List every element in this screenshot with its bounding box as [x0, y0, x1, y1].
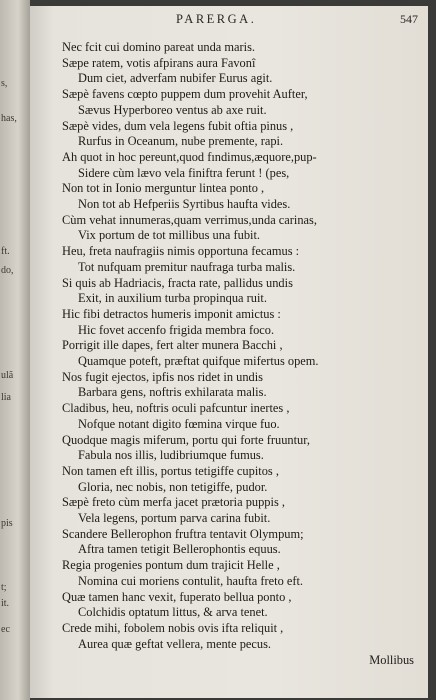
verse-line: Vix portum de tot millibus una fubit. [78, 228, 261, 243]
verse-line: Nec fcit cui domino pareat unda maris. [62, 40, 256, 54]
verse-line: Si quis ab Hadriacis, fracta rate, pallidus undis [62, 275, 293, 290]
verse-line: Sæpe ratem, votis afpirans aura Favonî [62, 55, 256, 70]
verse-line: Hic fovet accenfo frigida membra foco. [78, 322, 275, 337]
verse-line: Dum ciet, adverfam nubifer Eurus agit. [78, 71, 273, 86]
verse-line: Ah quot in hoc pereunt,quod fındimus,æquore,pup- [62, 149, 317, 164]
verse-line: Porrigit ille dapes, fert alter munera Bacchi , [62, 338, 283, 353]
book-page [30, 6, 428, 698]
catchword: Mollibus [369, 653, 414, 668]
verse-line: Sidere cùm lævo vela finiftra ferunt ! (pes, [78, 165, 290, 180]
verse-line: Quæ tamen hanc vexit, fuperato bellua ponto , [62, 589, 292, 604]
running-head: PARERGA. [176, 12, 257, 26]
page-number: 547 [400, 12, 418, 26]
verse-line: Vela legens, portum parva carina fubit. [78, 511, 271, 525]
verse-line: Cladibus, heu, noftris oculi pafcuntur inertes , [62, 401, 290, 416]
verse-line: Nomina cui moriens contulit, haufta freto eft. [78, 573, 304, 588]
facing-page-fragment: pis [1, 518, 13, 529]
verse-line: Sæpè vides, dum vela legens fubit oftia pinus , [62, 118, 294, 133]
verse-line: Fabula nos illis, ludibriumque fumus. [78, 448, 264, 463]
verse-line: Heu, freta naufragiis nimis opportuna fecamus : [62, 244, 300, 259]
facing-page-fragment: do, [1, 265, 14, 276]
verse-line: Rurfus in Oceanum, nube premente, rapi. [78, 134, 284, 149]
verse-line: Regia progenies pontum dum trajicit Helle , [62, 558, 280, 573]
verse-line: Hic fibi detractos humeris imponit amictus : [62, 306, 281, 321]
verse-line: Non tot ab Hefperiis Syrtibus haufta vides. [78, 197, 291, 211]
verse-line: Non tamen eft illis, portus tetigiffe cupitos , [62, 463, 279, 478]
verse-line: Aftra tamen tetigit Bellerophontis equus. [78, 542, 281, 557]
verse-line: Non tot in Ionio merguntur lintea ponto , [62, 181, 265, 196]
verse-line: Nofque notant digito fœmina virque fuo. [78, 416, 280, 431]
facing-page-fragment: ft. [1, 246, 10, 257]
page-header [30, 12, 428, 30]
verse-line: Sævus Hyperboreo ventus ab axe ruit. [78, 102, 267, 117]
facing-page-fragment: ulã [1, 370, 14, 381]
facing-page-edge [0, 0, 30, 700]
verse-line: Tot nufquam premitur naufraga turba malis. [78, 259, 296, 274]
facing-page-fragment: it. [1, 598, 10, 609]
verse-line: Quodque magis miferum, portu qui forte fruuntur, [62, 432, 310, 447]
verse-line: Nos fugit ejectos, ipfis nos ridet in undis [62, 369, 263, 384]
verse-line: Sæpè freto cùm merfa jacet prætoria puppis , [62, 495, 285, 510]
verse-line: Quamque poteft, præftat quifque mifertus opem. [78, 354, 319, 368]
verse-line: Colchidis optatum littus, & arva tenet. [78, 605, 268, 620]
facing-page-fragment: has, [1, 113, 17, 124]
facing-page-fragment: s, [1, 78, 8, 89]
facing-page-fragment: t; [1, 582, 7, 593]
verse-line: Cùm vehat innumeras,quam verrimus,unda carinas, [62, 212, 317, 227]
verse-line: Aurea quæ geftat vellera, mente pecus. [78, 636, 272, 651]
verse-line: Barbara gens, noftris exhilarata malis. [78, 385, 267, 400]
facing-page-fragment: lia [1, 392, 11, 403]
facing-page-fragment: ec [1, 624, 10, 635]
verse-line: Scandere Bellerophon fruftra tentavit Olympum; [62, 526, 304, 541]
verse-line: Crede mihi, fobolem nobis ovis ifta reliquit , [62, 620, 284, 635]
verse-line: Sæpè favens cœpto puppem dum provehit Aufter, [62, 87, 308, 102]
verse-line: Exit, in auxilium turba propinqua ruit. [78, 291, 267, 306]
verse-line: Gloria, nec nobis, non tetigiffe, pudor. [78, 479, 268, 494]
